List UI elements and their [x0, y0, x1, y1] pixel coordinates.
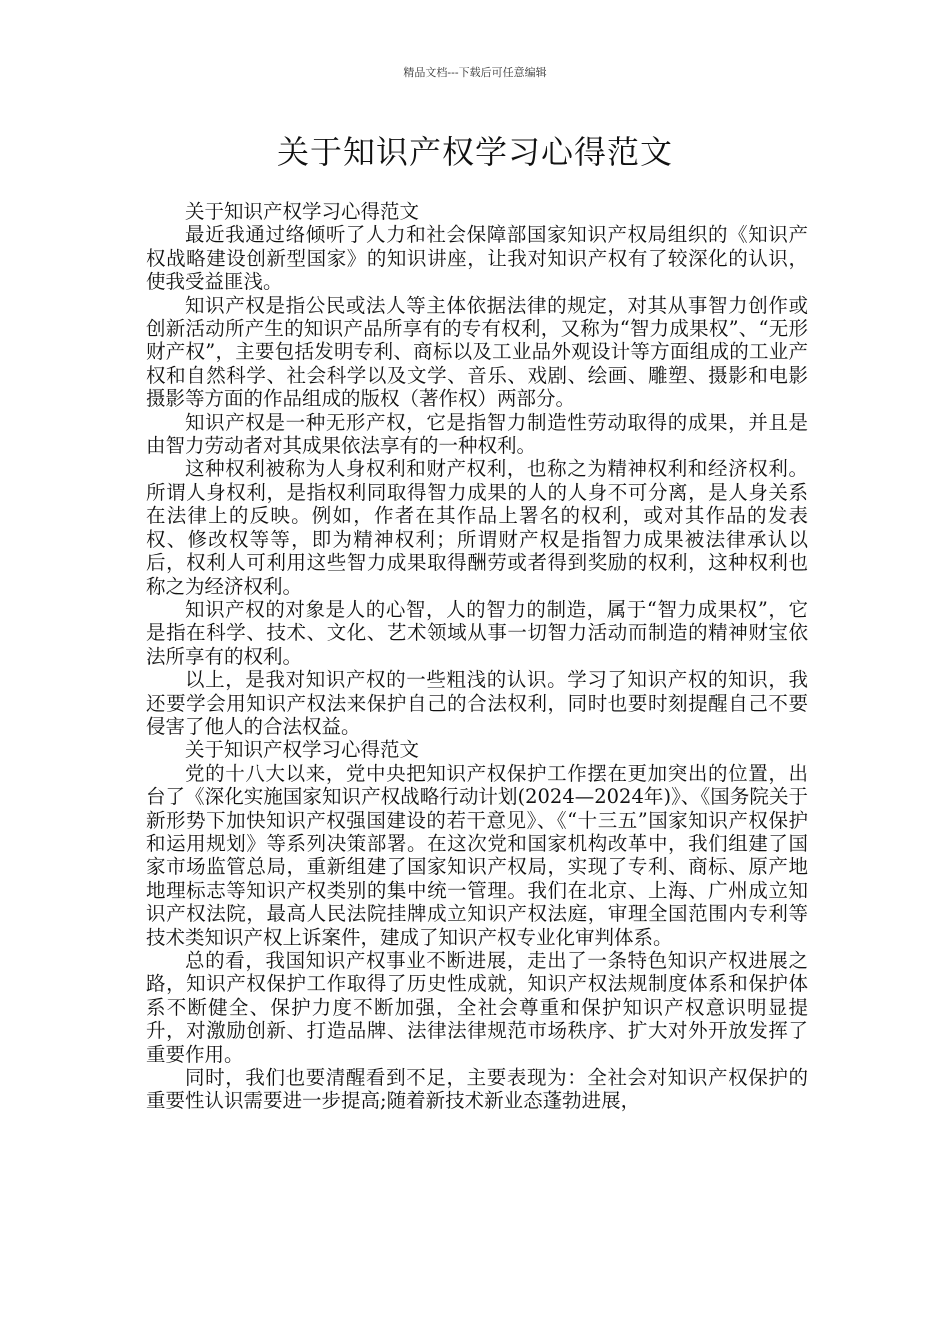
document-body [146, 200, 808, 1113]
page-header: 精品文档---下载后可任意编辑 [403, 66, 547, 79]
paragraph: 党的十八大以来，党中央把知识产权保护工作摆在更加突出的位置，出台了《深化实施国家知识产权战略行动计划(2024—2024年)》、《国务院关于新形势下加快知识产权强国建设的若干意见》、《“十三五”国家知识产权保护和运用规划》等系列决策部署。在这次党和国家机构改革中，我们组建了国家市场监管总局，重新组建了国家知识产权局，实现了专利、商标、原产地地理标志等知识产权类别的集中统一管理。我们在北京、上海、广州成立知识产权法院，最高人民法院挂牌成立知识产权法庭，审理全国范围内专利等技术类知识产权上诉案件，建成了知识产权专业化审判体系。 [146, 761, 808, 949]
paragraph-subtitle-1: 关于知识产权学习心得范文 [185, 200, 420, 223]
paragraph: 知识产权是一种无形产权，它是指智力制造性劳动取得的成果，并且是由智力劳动者对其成果依法享有的一种权利。 [146, 410, 808, 458]
paragraph: 知识产权是指公民或法人等主体依据法律的规定，对其从事智力创作或创新活动所产生的知识产品所享有的专有权利，又称为“智力成果权”、“无形财产权”，主要包括发明专利、商标以及工业品外观设计等方面组成的工业产权和自然科学、社会科学以及文学、音乐、戏剧、绘画、雕塑、摄影和电影摄影等方面的作品组成的版权（著作权）两部分。 [146, 293, 808, 411]
paragraph: 以上，是我对知识产权的一些粗浅的认识。学习了知识产权的知识，我还要学会用知识产权法来保护自己的合法权利，同时也要时刻提醒自己不要侵害了他人的合法权益。 [146, 668, 808, 738]
paragraph: 总的看，我国知识产权事业不断进展，走出了一条特色知识产权进展之路，知识产权保护工作取得了历史性成就，知识产权法规制度体系和保护体系不断健全、保护力度不断加强，全社会尊重和保护知识产权意识明显提升，对激励创新、打造品牌、法律法律规范市场秩序、扩大对外开放发挥了重要作用。 [146, 949, 808, 1066]
paragraph-subtitle-2: 关于知识产权学习心得范文 [185, 738, 420, 762]
paragraph: 最近我通过络倾听了人力和社会保障部国家知识产权局组织的《知识产权战略建设创新型国家》的知识讲座，让我对知识产权有了较深化的认识，使我受益匪浅。 [146, 223, 808, 294]
document-title: 关于知识产权学习心得范文 [276, 133, 673, 171]
paragraph: 这种权利被称为人身权利和财产权利，也称之为精神权利和经济权利。所谓人身权利，是指权利同取得智力成果的人的人身不可分离，是人身关系在法律上的反映。例如，作者在其作品上署名的权利，或对其作品的发表权、修改权等等，即为精神权利；所谓财产权是指智力成果被法律承认以后，权利人可利用这些智力成果取得酬劳或者得到奖励的权利，这种权利也称之为经济权利。 [146, 457, 808, 598]
paragraph: 知识产权的对象是人的心智，人的智力的制造，属于“智力成果权”，它是指在科学、技术、文化、艺术领域从事一切智力活动而制造的精神财宝依法所享有的权利。 [146, 597, 808, 668]
paragraph: 同时，我们也要清醒看到不足，主要表现为：全社会对知识产权保护的重要性认识需要进一步提高;随着新技术新业态蓬勃进展， [146, 1066, 808, 1113]
